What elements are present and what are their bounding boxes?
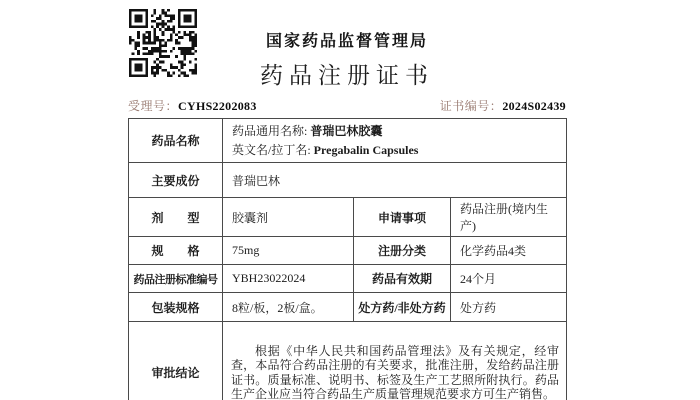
standard-number-label: 药品注册标准编号 <box>129 265 223 293</box>
package-value: 8粒/板，2板/盒。 <box>223 293 354 322</box>
acceptance-number-value: CYHS2202083 <box>178 99 257 113</box>
certificate-number-value: 2024S02439 <box>502 99 566 113</box>
conclusion-label: 审批结论 <box>129 322 223 400</box>
conclusion-cell <box>223 322 567 400</box>
agency-name: 国家药品监督管理局 <box>265 33 428 50</box>
drug-name-label: 药品名称 <box>129 119 223 163</box>
drug-name-cell <box>223 119 567 163</box>
validity-value: 24个月 <box>451 265 567 293</box>
validity-label: 药品有效期 <box>354 265 451 293</box>
table-row-package <box>129 293 567 322</box>
application-item-label: 申请事项 <box>354 198 451 237</box>
generic-name-line <box>232 122 560 141</box>
dosage-form-label: 剂 型 <box>129 198 223 237</box>
dosage-form-value: 胶囊剂 <box>223 198 354 237</box>
registration-category-label: 注册分类 <box>354 237 451 265</box>
acceptance-number-label: 受理号： <box>128 99 179 113</box>
acceptance-number-group <box>128 98 257 114</box>
document-title: 药品注册证书 <box>260 63 434 88</box>
strength-label: 规 格 <box>129 237 223 265</box>
english-name-label: 英文名/拉丁名: <box>232 142 311 157</box>
ingredients-label: 主要成份 <box>129 163 223 198</box>
table-row-ingredients <box>129 163 567 198</box>
table-row-standard-number <box>129 265 567 293</box>
conclusion-text: 根据《中华人民共和国药品管理法》及有关规定，经审查，本品符合药品注册的有关要求，批准注册，发给药品注册证书。质量标准、说明书、标签及生产工艺照所附执行。药品生产企业应当符合药品生产质量管理规范要求方可生产销售。 <box>231 344 560 400</box>
generic-name-value: 普瑞巴林胶囊 <box>310 123 383 138</box>
table-row-conclusion <box>129 322 567 400</box>
ingredients-value: 普瑞巴林 <box>223 163 567 198</box>
application-item-value: 药品注册(境内生产) <box>451 198 567 237</box>
standard-number-value: YBH23022024 <box>223 265 354 293</box>
table-row-dosage-form <box>129 198 567 237</box>
meta-row <box>128 98 566 114</box>
table-row-strength <box>129 237 567 265</box>
strength-value: 75mg <box>223 237 354 265</box>
package-label: 包装规格 <box>129 293 223 322</box>
rx-otc-label: 处方药/非处方药 <box>354 293 451 322</box>
registration-category-value: 化学药品4类 <box>451 237 567 265</box>
english-name-value: Pregabalin Capsules <box>313 142 419 157</box>
generic-name-label: 药品通用名称: <box>232 123 308 138</box>
certificate-number-group <box>440 98 566 114</box>
certificate-table <box>128 118 567 400</box>
table-row-drug-name <box>129 119 567 163</box>
rx-otc-value: 处方药 <box>451 293 567 322</box>
certificate-number-label: 证书编号： <box>439 99 503 113</box>
english-name-line <box>232 141 560 160</box>
